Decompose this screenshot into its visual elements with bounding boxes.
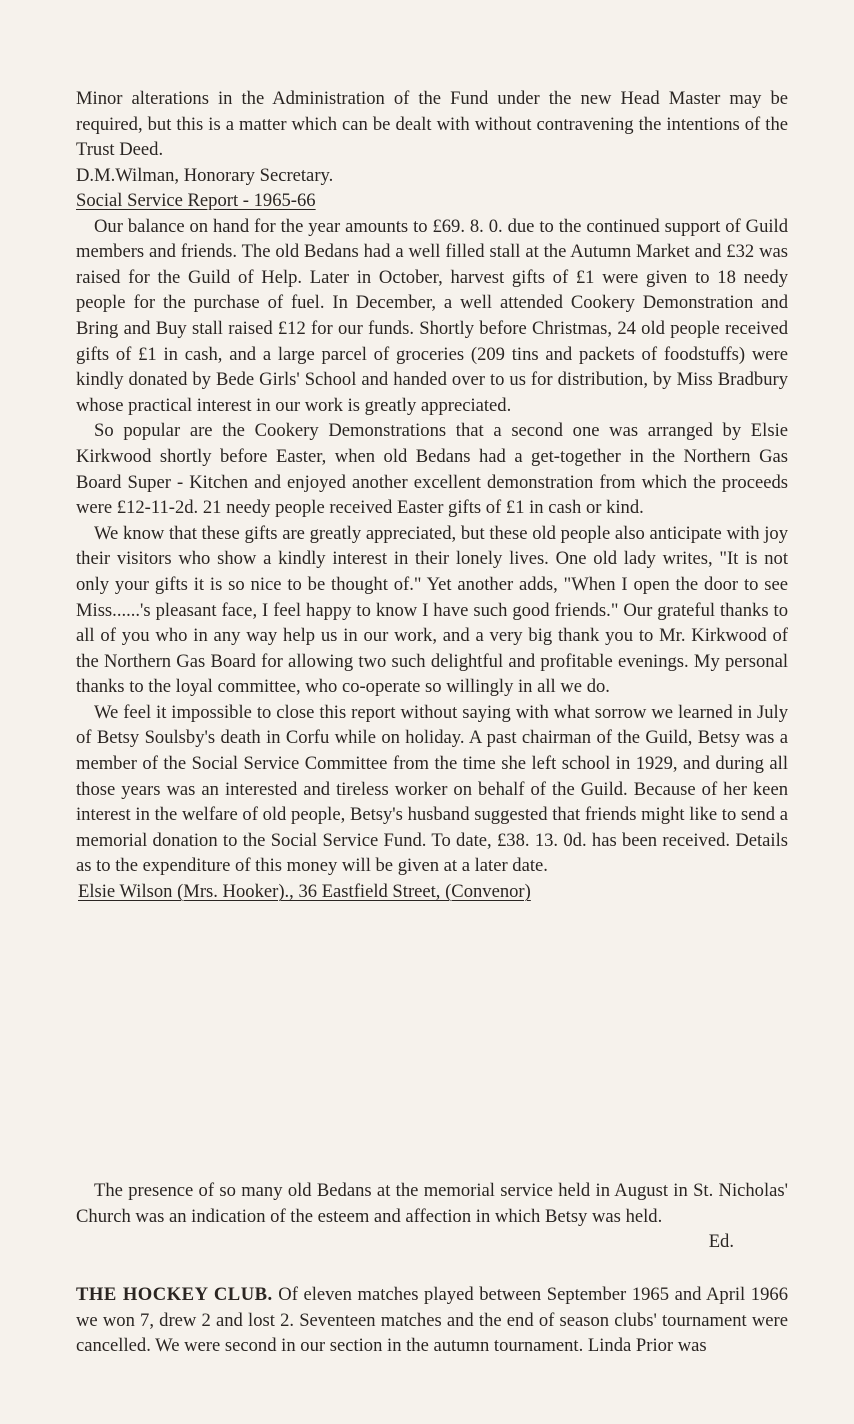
memorial-section (76, 1178, 788, 1255)
report-paragraph-thanks: We know that these gifts are greatly appreciated, but these old people also anticipate with joy their visitors who show a kindly interest in their lonely lives. One old lady writes, "It is not only your gifts it is so nice to be thought of." Yet another adds, "When I open the door to see Miss......'s pleasant face, I feel happy to know I have such good friends." Our grateful thanks to all of you who in any way help us in our work, and a very big thank you to Mr. Kirkwood of the Northern Gas Board for allowing two such delightful and profitable evenings. My personal thanks to the loyal committee, who co-operate so willingly in all we do. (76, 522, 788, 698)
report-paragraph-memorial: We feel it impossible to close this report without saying with what sorrow we learned in July of Betsy Soulsby's death in Corfu while on holiday. A past chairman of the Guild, Betsy was a member of the Social Service Committee from the time she left school in 1929, and during all those years was an interested and tireless worker on behalf of the Guild. Because of her keen interest in the welfare of old people, Betsy's husband suggested that friends might like to send a memorial donation to the Social Service Fund. To date, £38. 13. 0d. has been received. Details as to the expenditure of this money will be given at a later date. (76, 701, 788, 877)
report-heading (76, 188, 788, 214)
secretary-signature: D.M.Wilman, Honorary Secretary. (76, 164, 334, 186)
hockey-paragraph (76, 1282, 788, 1359)
report-heading-text: Social Service Report - 1965-66 (76, 190, 316, 211)
editor-note-row (76, 1229, 788, 1255)
hockey-title: THE HOCKEY CLUB. (76, 1284, 273, 1305)
memorial-paragraph: The presence of so many old Bedans at the memorial service held in August in St. Nicholas' Church was an indication of the esteem and affection in which Betsy was held. (76, 1180, 788, 1227)
convenor-signature-text: Elsie Wilson (Mrs. Hooker)., 36 Eastfield Street, (Convenor) (78, 881, 531, 903)
social-service-report (76, 188, 788, 905)
intro-section (76, 86, 788, 188)
report-paragraph-cookery: So popular are the Cookery Demonstrations that a second one was arranged by Elsie Kirkwood shortly before Easter, when old Bedans had a get-together in the Northern Gas Board Super - Kitchen and enjoyed another excellent demonstration from which the proceeds were £12-11-2d. 21 needy people received Easter gifts of £1 in cash or kind. (76, 420, 788, 519)
hockey-text: Of eleven matches played between September 1965 and April 1966 we won 7, drew 2 and lost 2. Seventeen matches and the end of season clubs' tournament were cancelled. We were second in our section in the autumn tournament. Linda Prior was (76, 1284, 788, 1357)
intro-paragraph: Minor alterations in the Administration of the Fund under the new Head Master may be required, but this is a matter which can be dealt with without contravening the intentions of the Trust Deed. (76, 88, 788, 161)
hockey-section (76, 1282, 788, 1359)
editor-mark: Ed. (708, 1231, 734, 1253)
convenor-signature (76, 879, 788, 905)
report-paragraph-balance: Our balance on hand for the year amounts to £69. 8. 0. due to the continued support of Guild members and friends. The old Bedans had a well filled stall at the Autumn Market and £32 was raised for the Guild of Help. Later in October, harvest gifts of £1 were given to 18 needy people for the purchase of fuel. In December, a well attended Cookery Demonstration and Bring and Buy stall raised £12 for our funds. Shortly before Christmas, 24 old people received gifts of £1 in cash, and a large parcel of groceries (209 tins and packets of foodstuffs) were kindly donated by Bede Girls' School and handed over to us for distribution, by Miss Bradbury whose practical interest in our work is greatly appreciated. (76, 215, 788, 416)
